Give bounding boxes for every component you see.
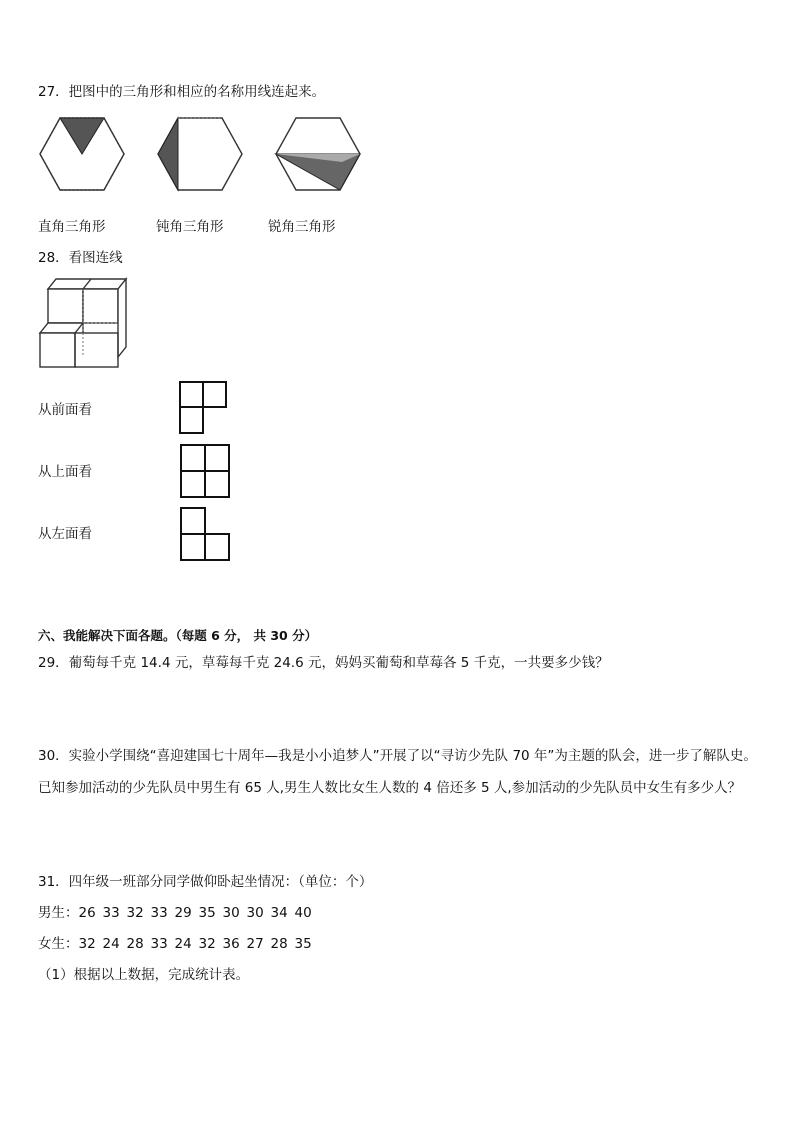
hexagon-obtuse-triangle-figure [156,114,246,194]
view-label-front: 从前面看 [38,402,92,418]
girls-value: 35 [294,936,312,952]
boys-value: 35 [198,905,216,921]
q27-text: 27．把图中的三角形和相应的名称用线连起来。 [38,84,326,100]
girls-value: 32 [198,936,216,952]
girls-value: 32 [78,936,96,952]
boys-value: 30 [246,905,264,921]
boys-value: 40 [294,905,312,921]
boys-value: 33 [150,905,168,921]
boys-label: 男生： [38,905,79,921]
q31-girls-row [38,935,319,953]
label-acute-triangle: 锐角三角形 [268,219,336,235]
boys-value: 32 [126,905,144,921]
view-label-left: 从左面看 [38,526,92,542]
q31-text: 31．四年级一班部分同学做仰卧起坐情况：（单位：个） [38,874,373,890]
view-label-top: 从上面看 [38,464,92,480]
q30-line1: 30．实验小学围绕“喜迎建国七十周年—我是小小追梦人”开展了以“寻访少先队 70 年”为主题的队会，进一步了解队史。 [38,748,757,764]
boys-value: 30 [222,905,240,921]
view-shape-l-front [178,380,230,436]
boys-value: 29 [174,905,192,921]
girls-value: 33 [150,936,168,952]
boys-value: 33 [102,905,120,921]
label-obtuse-triangle: 钝角三角形 [156,219,224,235]
section6-heading: 六、我能解决下面各题。（每题 6 分， 共 30 分） [38,628,318,643]
hexagon-right-triangle-figure [38,114,128,194]
q30-line2: 已知参加活动的少先队员中男生有 65 人,男生人数比女生人数的 4 倍还多 5 人,参加活动的少先队员中女生有多少人？ [38,780,742,796]
girls-value: 28 [126,936,144,952]
girls-value: 27 [246,936,264,952]
q28-text: 28．看图连线 [38,250,123,266]
girls-label: 女生： [38,936,79,952]
q31-sub1: （1）根据以上数据，完成统计表。 [38,967,250,983]
cube-stack-3d-figure [38,277,132,373]
view-shape-l-left [178,506,232,564]
girls-value: 36 [222,936,240,952]
boys-value: 26 [78,905,96,921]
hexagon-acute-triangle-figure [274,114,364,194]
q29-text: 29．葡萄每千克 14.4 元，草莓每千克 24.6 元，妈妈买葡萄和草莓各 5 千克，一共要多少钱？ [38,655,609,671]
girls-value: 28 [270,936,288,952]
boys-value: 34 [270,905,288,921]
girls-value: 24 [102,936,120,952]
q31-boys-row [38,904,319,922]
view-shape-square-top [178,442,232,500]
label-right-triangle: 直角三角形 [38,219,106,235]
girls-value: 24 [174,936,192,952]
